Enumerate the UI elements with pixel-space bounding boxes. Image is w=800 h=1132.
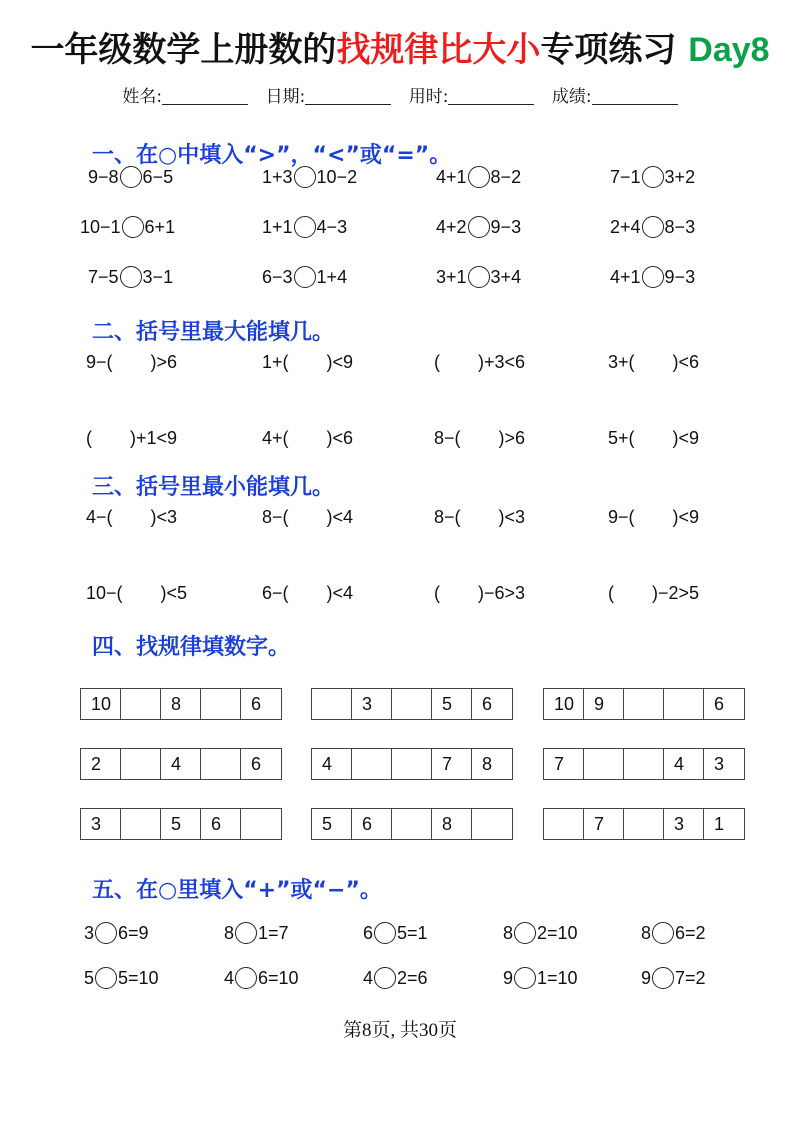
answer-circle[interactable]: [642, 166, 664, 188]
expression-after: )>6: [150, 352, 178, 372]
expression-after: )<6: [326, 428, 354, 448]
expression-after: )<6: [672, 352, 700, 372]
expression-after: )<4: [326, 507, 354, 527]
title-part-1: 一年级数学上册数的: [30, 30, 337, 70]
operator-item: [641, 922, 706, 944]
pattern-blank-cell[interactable]: [312, 689, 352, 719]
pattern-blank-cell[interactable]: [392, 689, 432, 719]
fill-blank-item: [86, 583, 187, 604]
operand-left: 5: [84, 968, 95, 988]
pattern-blank-cell[interactable]: [624, 689, 664, 719]
title-part-2: 专项练习: [540, 30, 677, 70]
operand-left: 3: [84, 923, 95, 943]
fill-blank-item: [608, 583, 699, 604]
compare-item: [610, 216, 695, 238]
expression-left: 4+1: [436, 167, 467, 187]
expression-before: 8−(: [434, 507, 461, 527]
answer-circle[interactable]: [642, 216, 664, 238]
operator-item: [84, 967, 159, 989]
pattern-number-cell: 1: [714, 814, 725, 834]
expression-left: 4+2: [436, 217, 467, 237]
pattern-number-cell: 10: [544, 689, 584, 719]
operand-left: 9: [641, 968, 652, 988]
equation-right: 5=10: [118, 968, 159, 988]
date-field: [266, 87, 392, 107]
compare-item: [262, 166, 357, 188]
pattern-blank-cell[interactable]: [624, 809, 664, 839]
equation-right: 7=2: [675, 968, 706, 988]
expression-before: 6−(: [262, 583, 289, 603]
score-label: 成绩:: [551, 87, 592, 107]
compare-item: [262, 266, 347, 288]
operand-left: 4: [224, 968, 235, 988]
fill-blank-item: [434, 428, 525, 449]
equation-right: 2=10: [537, 923, 578, 943]
pattern-sequence: [80, 688, 282, 720]
expression-left: 1+3: [262, 167, 293, 187]
compare-item: [610, 166, 695, 188]
fill-blank-item: [262, 428, 353, 449]
pattern-number-cell: 4: [161, 749, 201, 779]
expression-after: )+3<6: [478, 352, 526, 372]
expression-before: 4+(: [262, 428, 289, 448]
compare-item: [262, 216, 347, 238]
pattern-number-cell: 6: [482, 694, 493, 714]
name-label: 姓名:: [122, 87, 163, 107]
expression-left: 10−1: [80, 217, 121, 237]
expression-before: 10−(: [86, 583, 123, 603]
expression-left: 2+4: [610, 217, 641, 237]
answer-circle[interactable]: [294, 216, 316, 238]
expression-right: 9−3: [664, 267, 696, 287]
pattern-blank-cell[interactable]: [201, 689, 241, 719]
pattern-number-cell: 6: [352, 809, 392, 839]
fill-blank-item: [608, 428, 699, 449]
expression-before: 3+(: [608, 352, 635, 372]
pattern-blank-cell[interactable]: [352, 749, 392, 779]
expression-left: 3+1: [436, 267, 467, 287]
operator-item: [84, 922, 149, 944]
pattern-sequence: [543, 688, 745, 720]
fill-blank-item: [262, 352, 353, 373]
section-3-title: 三、括号里最小能填几。: [92, 475, 335, 500]
expression-before: 9−(: [608, 507, 635, 527]
equation-right: 6=10: [258, 968, 299, 988]
expression-right: 9−3: [490, 217, 522, 237]
expression-before: 5+(: [608, 428, 635, 448]
operand-left: 8: [503, 923, 514, 943]
pattern-sequence: [311, 808, 513, 840]
expression-after: )<3: [498, 507, 526, 527]
expression-before: 1+(: [262, 352, 289, 372]
equation-right: 6=9: [118, 923, 149, 943]
pattern-blank-cell[interactable]: [664, 689, 704, 719]
answer-circle[interactable]: [95, 922, 117, 944]
pattern-blank-cell[interactable]: [624, 749, 664, 779]
expression-after: )−2>5: [652, 583, 700, 603]
answer-circle[interactable]: [652, 967, 674, 989]
pattern-sequence: [543, 808, 745, 840]
expression-left: 9−8: [88, 167, 119, 187]
answer-circle[interactable]: [468, 166, 490, 188]
expression-before: 8−(: [262, 507, 289, 527]
pattern-number-cell: 2: [81, 749, 121, 779]
answer-circle[interactable]: [294, 266, 316, 288]
answer-circle[interactable]: [120, 266, 142, 288]
compare-item: [80, 216, 175, 238]
pattern-blank-cell[interactable]: [241, 809, 281, 839]
equation-right: 1=7: [258, 923, 289, 943]
expression-left: 7−5: [88, 267, 119, 287]
expression-right: 3+4: [490, 267, 522, 287]
pattern-number-cell: 8: [161, 689, 201, 719]
expression-left: 1+1: [262, 217, 293, 237]
fill-blank-item: [86, 352, 177, 373]
compare-item: [88, 266, 173, 288]
pattern-number-cell: 6: [251, 694, 262, 714]
answer-circle[interactable]: [235, 922, 257, 944]
expression-right: 4−3: [316, 217, 348, 237]
expression-after: )>6: [498, 428, 526, 448]
pattern-sequence: [311, 748, 513, 780]
pattern-number-cell: 6: [201, 809, 241, 839]
pattern-number-cell: 8: [432, 809, 472, 839]
name-blank: [162, 104, 248, 105]
pattern-sequence: [80, 748, 282, 780]
expression-right: 6+1: [144, 217, 176, 237]
pattern-sequence: [311, 688, 513, 720]
time-field: [409, 87, 535, 107]
compare-item: [88, 166, 173, 188]
compare-item: [436, 266, 521, 288]
pattern-number-cell: 3: [714, 754, 725, 774]
expression-right: 3−1: [142, 267, 174, 287]
expression-after: )<9: [672, 428, 700, 448]
answer-circle[interactable]: [374, 967, 396, 989]
operand-left: 4: [363, 968, 374, 988]
expression-after: )+1<9: [130, 428, 178, 448]
operator-item: [363, 922, 428, 944]
answer-circle[interactable]: [95, 967, 117, 989]
pattern-number-cell: 7: [544, 749, 584, 779]
fill-blank-item: [434, 507, 525, 528]
pattern-blank-cell[interactable]: [201, 749, 241, 779]
pattern-number-cell: 3: [81, 809, 121, 839]
expression-right: 3+2: [664, 167, 696, 187]
answer-circle[interactable]: [374, 922, 396, 944]
answer-circle[interactable]: [652, 922, 674, 944]
name-field: [122, 87, 248, 107]
section-1-title: 一、在○中填入“>”，“<”或“=”。: [92, 143, 452, 168]
operand-left: 8: [641, 923, 652, 943]
fill-blank-item: [262, 507, 353, 528]
expression-left: 4+1: [610, 267, 641, 287]
answer-circle[interactable]: [642, 266, 664, 288]
fill-blank-item: [86, 428, 177, 449]
operator-item: [224, 922, 289, 944]
expression-before: (: [434, 352, 440, 372]
time-blank: [448, 104, 534, 105]
score-blank: [592, 104, 678, 105]
expression-right: 8−3: [664, 217, 696, 237]
pattern-number-cell: 6: [714, 694, 725, 714]
fill-blank-item: [434, 583, 525, 604]
pattern-number-cell: 7: [432, 749, 472, 779]
expression-before: 9−(: [86, 352, 113, 372]
operator-item: [363, 967, 428, 989]
date-blank: [305, 104, 391, 105]
fill-blank-item: [434, 352, 525, 373]
pattern-sequence: [80, 808, 282, 840]
expression-before: (: [608, 583, 614, 603]
operand-left: 6: [363, 923, 374, 943]
pattern-number-cell: 5: [161, 809, 201, 839]
score-field: [552, 87, 678, 107]
time-label: 用时:: [408, 87, 449, 107]
expression-right: 10−2: [316, 167, 358, 187]
expression-right: 6−5: [142, 167, 174, 187]
expression-before: 8−(: [434, 428, 461, 448]
expression-after: )<4: [326, 583, 354, 603]
pattern-blank-cell[interactable]: [121, 809, 161, 839]
operator-item: [224, 967, 299, 989]
operand-left: 8: [224, 923, 235, 943]
pattern-blank-cell[interactable]: [392, 749, 432, 779]
answer-circle[interactable]: [294, 166, 316, 188]
date-label: 日期:: [265, 87, 306, 107]
section-2-title: 二、括号里最大能填几。: [92, 320, 335, 345]
section-5-title: 五、在○里填入“+”或“−”。: [92, 878, 382, 903]
pattern-blank-cell[interactable]: [121, 749, 161, 779]
equation-right: 6=2: [675, 923, 706, 943]
expression-left: 7−1: [610, 167, 641, 187]
expression-after: )<5: [160, 583, 188, 603]
compare-item: [436, 166, 521, 188]
fill-blank-item: [262, 583, 353, 604]
compare-item: [436, 216, 521, 238]
pattern-number-cell: 7: [584, 809, 624, 839]
pattern-number-cell: 5: [312, 809, 352, 839]
answer-circle[interactable]: [468, 216, 490, 238]
worksheet-title: [0, 22, 800, 71]
pattern-blank-cell[interactable]: [121, 689, 161, 719]
equation-right: 5=1: [397, 923, 428, 943]
fill-blank-item: [608, 352, 699, 373]
answer-circle[interactable]: [120, 166, 142, 188]
section-4-title: 四、找规律填数字。: [92, 635, 291, 660]
equation-right: 1=10: [537, 968, 578, 988]
pattern-number-cell: 5: [432, 689, 472, 719]
student-info-line: [0, 82, 800, 107]
pattern-number-cell: 4: [312, 749, 352, 779]
fill-blank-item: [608, 507, 699, 528]
operator-item: [503, 922, 578, 944]
pattern-number-cell: 4: [664, 749, 704, 779]
expression-before: 4−(: [86, 507, 113, 527]
pattern-number-cell: 3: [352, 689, 392, 719]
pattern-number-cell: 8: [482, 754, 493, 774]
pattern-blank-cell[interactable]: [544, 809, 584, 839]
title-highlight: 找规律比大小: [336, 30, 541, 70]
operand-left: 9: [503, 968, 514, 988]
pattern-number-cell: 10: [81, 689, 121, 719]
page-footer: 第8页, 共30页: [342, 1020, 457, 1041]
expression-left: 6−3: [262, 267, 293, 287]
pattern-blank-cell[interactable]: [392, 809, 432, 839]
pattern-number-cell: 3: [664, 809, 704, 839]
compare-item: [610, 266, 695, 288]
fill-blank-item: [86, 507, 177, 528]
expression-after: )−6>3: [478, 583, 526, 603]
pattern-number-cell: 9: [584, 689, 624, 719]
pattern-sequence: [543, 748, 745, 780]
operator-item: [503, 967, 578, 989]
expression-before: (: [434, 583, 440, 603]
expression-after: )<3: [150, 507, 178, 527]
answer-circle[interactable]: [514, 967, 536, 989]
expression-before: (: [86, 428, 92, 448]
expression-after: )<9: [672, 507, 700, 527]
equation-right: 2=6: [397, 968, 428, 988]
operator-item: [641, 967, 706, 989]
answer-circle[interactable]: [122, 216, 144, 238]
answer-circle[interactable]: [468, 266, 490, 288]
pattern-blank-cell[interactable]: [472, 809, 512, 839]
pattern-number-cell: 6: [251, 754, 262, 774]
answer-circle[interactable]: [514, 922, 536, 944]
answer-circle[interactable]: [235, 967, 257, 989]
expression-right: 1+4: [316, 267, 348, 287]
pattern-blank-cell[interactable]: [584, 749, 624, 779]
expression-after: )<9: [326, 352, 354, 372]
title-day: Day8: [688, 31, 770, 69]
expression-right: 8−2: [490, 167, 522, 187]
